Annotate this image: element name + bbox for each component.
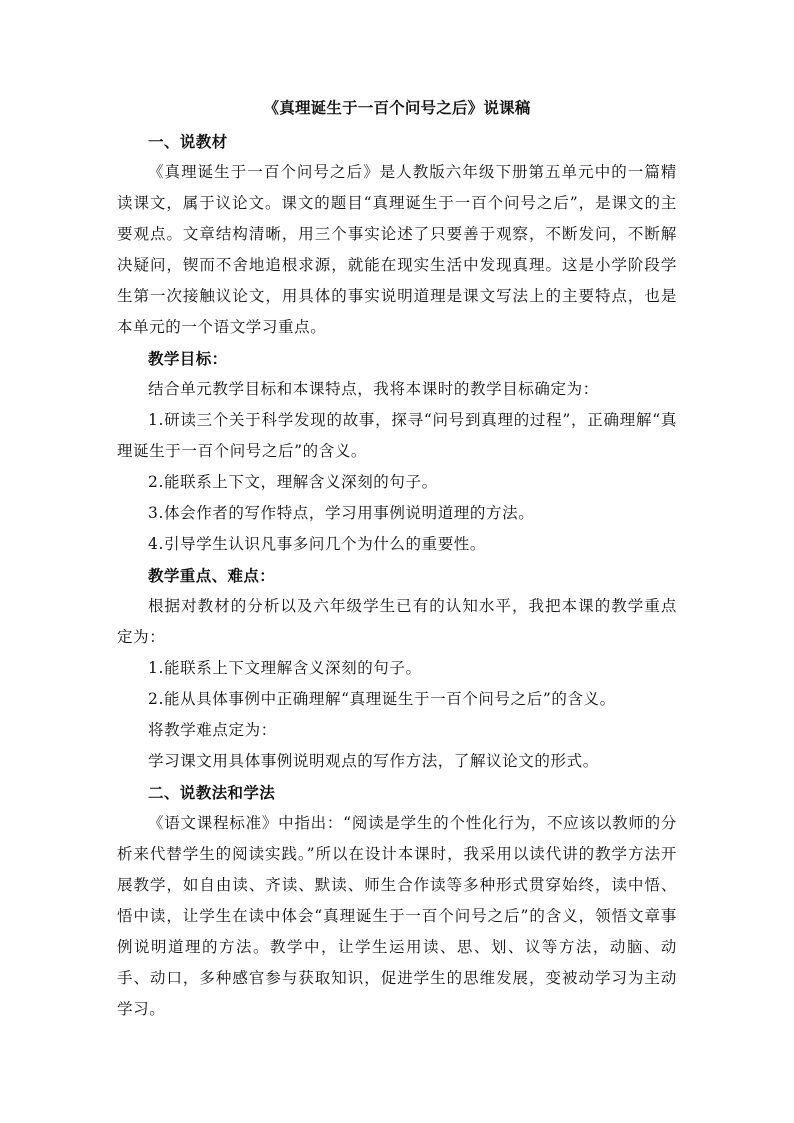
- paragraph-goals-intro: 结合单元教学目标和本课特点，我将本课时的教学目标确定为：: [148, 380, 599, 398]
- key-point-item-2: 2.能从具体事例中正确理解“真理诞生于一百个问号之后”的含义。: [148, 690, 616, 708]
- subheading-teaching-goals: 教学目标：: [148, 349, 228, 368]
- paragraph-material-intro: 《真理诞生于一百个问号之后》是人教版六年级下册第五单元中的一篇精读课文，属于议论文。课文的题目“真理诞生于一百个问号之后”，是课文的主要观点。文章结构清晰，用三个事实论述了只要善于观察，不断发问，不断解决疑问，锲而不舍地追根求源，就能在现实生活中发现真理。这是小学阶段学生第一次接触议论文，用具体的事实说明道理是课文写法上的主要特点，也是本单元的一个语文学习重点。: [117, 163, 677, 336]
- section-heading-teaching-material: 一、说教材: [148, 132, 228, 151]
- document-title: 《真理诞生于一百个问号之后》说课稿: [263, 98, 531, 117]
- paragraph-methods-body: 《语文课程标准》中指出：“阅读是学生的个性化行为，不应该以教师的分析来代替学生的阅读实践。”所以在设计本课时，我采用以读代讲的教学方法开展教学，如自由读、齐读、默读、师生合作读等多种形式贯穿始终，读中悟、悟中读，让学生在读中体会“真理诞生于一百个问号之后”的含义，领悟文章事例说明道理的方法。教学中，让学生运用读、思、划、议等方法，动脑、动手、动口，多种感官参与获取知识，促进学生的思维发展，变被动学习为主动学习。: [117, 814, 677, 1018]
- goal-item-2: 2.能联系上下文，理解含义深刻的句子。: [148, 473, 438, 491]
- paragraph-difficulty-intro: 将教学难点定为：: [148, 721, 277, 739]
- key-point-item-1: 1.能联系上下文理解含义深刻的句子。: [148, 659, 422, 677]
- goal-item-1: 1.研读三个关于科学发现的故事，探寻“问号到真理的过程”，正确理解“真理诞生于一百个问号之后”的含义。: [117, 411, 677, 460]
- goal-item-3: 3.体会作者的写作特点，学习用事例说明道理的方法。: [148, 504, 535, 522]
- paragraph-key-intro: 根据对教材的分析以及六年级学生已有的认知水平，我把本课的教学重点定为：: [117, 597, 677, 646]
- document-page: [117, 96, 677, 1025]
- subheading-key-points: 教学重点、难点：: [148, 566, 276, 585]
- section-heading-methods: 二、说教法和学法: [148, 783, 276, 802]
- paragraph-difficulty: 学习课文用具体事例说明观点的写作方法，了解议论文的形式。: [148, 752, 599, 770]
- goal-item-4: 4.引导学生认识凡事多问几个为什么的重要性。: [148, 535, 486, 553]
